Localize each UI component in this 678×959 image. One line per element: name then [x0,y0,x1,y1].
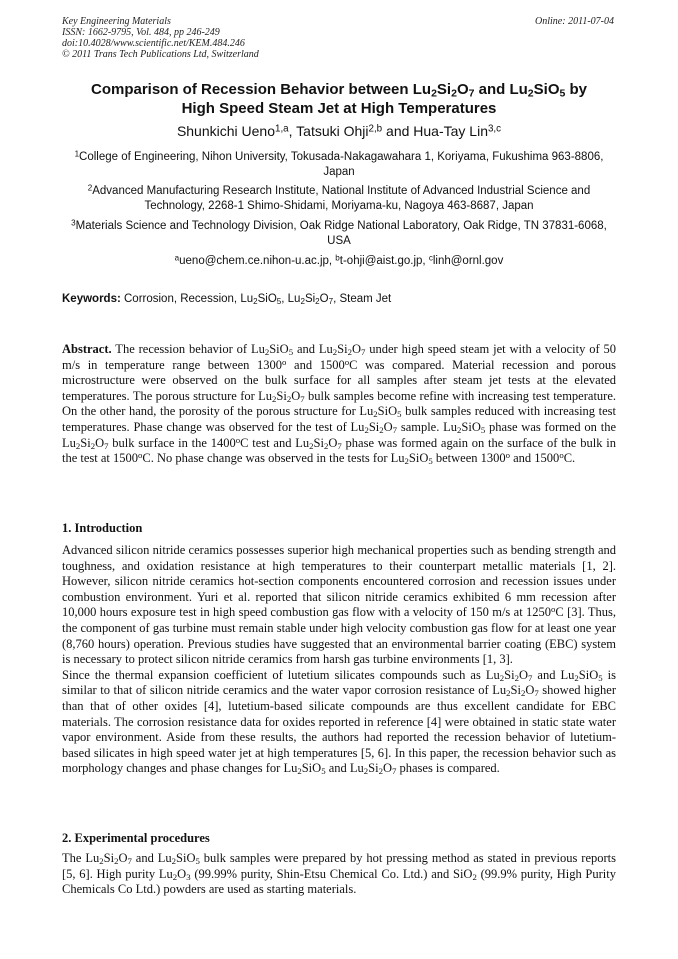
section-heading-introduction: 1. Introduction [62,521,143,535]
author-name: Shunkichi Ueno [176,123,275,139]
author-emails: $^a$ueno@chem.ce.nihon-u.ac.jp, $^b$t-ohji@aist.go.jp, $^c$linh@ornl.gov [174,253,504,267]
abstract: Abstract. The recession behavior of $Lu_2SiO_5$ and $Lu_2Si_2O_7$ under high speed steam jet with a velocity of 50 m/s in temperature range between 1300$^o$ and 1500$^o$C was compared. Material recession and porous microstructure were observed on the bulk surface for all samples after steam jet tests at the elevated temperatures. The porous structure for $Lu_2Si_2O_7$ bulk samples become refine with increasing test temperature. On the other hand, the porosity of the porous structure for $Lu_2SiO_5$ bulk samples reduced with increasing test temperatures. Phase change was observed for the test of $Lu_2Si_2O_7$ sample. $Lu_2SiO_5$ phase was formed on the $Lu_2Si_2O_7$ bulk surface in the 1400$^o$C test and $Lu_2Si_2O_7$ phase was formed again on the surface of the bulk in the test at 1500$^o$C. No phase change was observed in the tests for $Lu_2SiO_5$ between 1300$^o$ and 1500$^o$C. [62,342,617,467]
affiliation-3: $^3$Materials Science and Technology Division, Oak Ridge National Laboratory, Oak Ridge, TN 37831-6068, USA [71,218,607,247]
keywords: Keywords: Corrosion, Recession, $Lu_2SiO_5$, $Lu_2Si_2O_7$, Steam Jet [62,293,392,306]
abstract-label: Abstract. [62,342,112,356]
introduction-body: Advanced silicon nitride ceramics possesses superior high mechanical properties such as bending strength and toughness, and oxidation resistance at high temperatures to their counterpart metallic materials [1, 2]. However, silicon nitride ceramics hot-section components encountered corrosion and recession issues under combustion environment. Yuri et al. reported that silicon nitride ceramics exhibited 6 mm recession after 10,000 hours exposure test in high speed combustion gas flow with a velocity of 150 m/s at 1250$^o$C [3]. Thus, the component of gas turbine must remain stable under high velocity combustion gas flow for at least one year (8,760 hours) operation. Previous studies have suggested that an environmental barrier coating (EBC) system is necessary to protect silicon nitride ceramics from harsh gas turbine environments [1, 3]. Since the thermal expansion coefficient of lutetium silicates compounds such as $Lu_2Si_2O_7$ and $Lu_2SiO_5$ is similar to that of silicon nitride ceramics and the water vapor corrosion resistance of $Lu_2Si_2O_7$ showed higher than that of other oxides [4], lutetium-based silicate compounds are thus excellent candidate for EBC materials. The corrosion resistance data for oxides reported in reference [4] were obtained in static state water vapor environment. Aside from these results, the authors had reported the recession behavior of lutetium-based silicates in high speed water jet at high temperatures [5, 6]. In this paper, the recession behavior such as morphology changes and phase changes for $Lu_2SiO_5$ and $Lu_2Si_2O_7$ phases is compared. [62,543,617,777]
journal-header [62,16,259,60]
online-date: Online: 2011-07-04 [535,16,614,27]
keywords-label: Keywords: [62,293,121,305]
paper-title: Comparison of Recession Behavior between $Lu_2Si_2O_7$ and $Lu_2SiO_5$ by High Speed Steam Jet at High Temperatures [90,81,588,117]
experimental-body: The $Lu_2Si_2O_7$ and $Lu_2SiO_5$ bulk samples were prepared by hot pressing method as stated in previous reports [5, 6]. High purity $Lu_2O_3$ (99.99% purity, Shin-Etsu Chemical Co. Ltd.) and SiO$_2$ (99.9% purity, High Purity Chemicals Co Ltd.) powders are used as starting materials. [62,851,616,897]
email-link[interactable]: t-ohji@aist.go.jp, [339,255,429,267]
author-name: Hua-Tay Lin [413,123,488,139]
copyright-line: © 2011 Trans Tech Publications Ltd, Switzerland [62,49,259,60]
issn-line: ISSN: 1662-9795, Vol. 484, pp 246-249 [62,27,220,38]
email-link[interactable]: ueno@chem.ce.nihon-u.ac.jp, [179,255,336,267]
author-name: Tatsuki Ohji [296,123,369,139]
email-link[interactable]: linh@ornl.gov [432,255,504,267]
section-heading-experimental: 2. Experimental procedures [62,831,210,845]
affiliation-1: $^1$College of Engineering, Nihon University, Tokusada-Nakagawahara 1, Koriyama, Fukushima 963-8806, Japan [74,149,604,178]
doi-line: doi:10.4028/www.scientific.net/KEM.484.246 [62,38,245,49]
author-list: Shunkichi Ueno$^{1,a}$, Tatsuki Ohji$^{2,b}$ and Hua-Tay Lin$^{3,c}$ [176,123,502,139]
affiliation-2: $^2$Advanced Manufacturing Research Institute, National Institute of Advanced Industrial Science and Technology, 2268-1 Shimo-Shidami, Moriyama-ku, Nagoya 463-8687, Japan [87,183,591,212]
journal-name: Key Engineering Materials [62,16,171,27]
